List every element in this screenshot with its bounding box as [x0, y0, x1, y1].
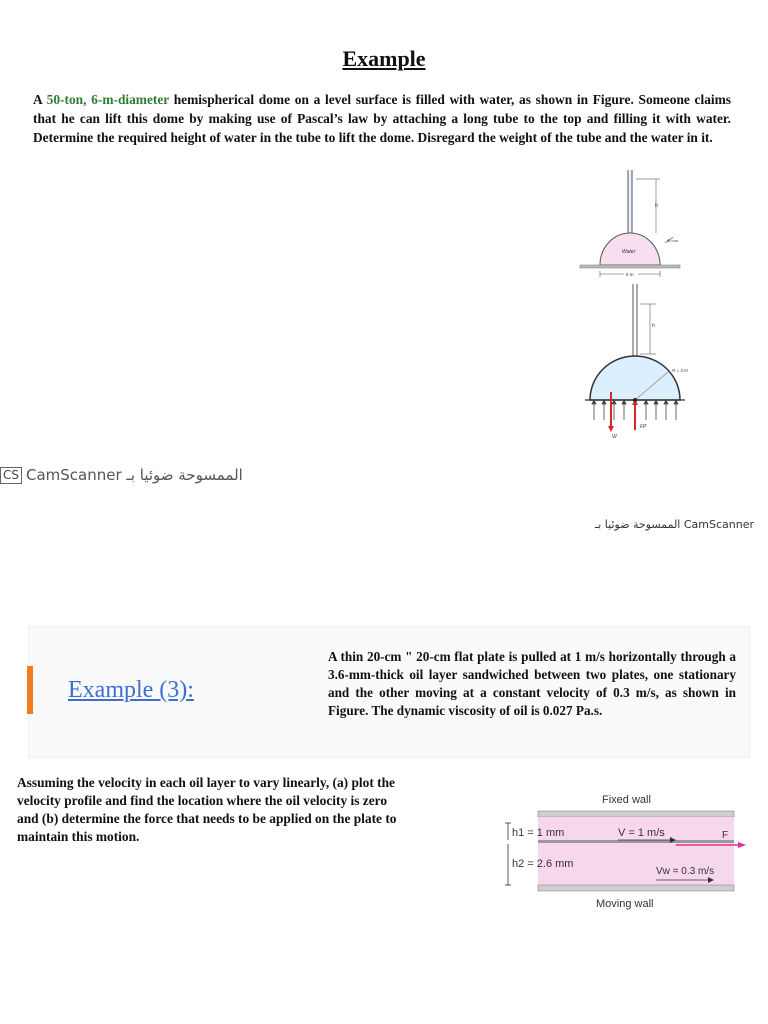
- moving-wall-label: Moving wall: [596, 898, 654, 910]
- w-label: W: [612, 434, 617, 440]
- example3-problem-text: A thin 20-cm " 20-cm flat plate is pulled at 1 m/s horizontally through a 3.6-mm-thick oil layer sandwiched between two plates, one stationary and the other moving at a constant velocity of 0.3 m/s, as shown in Figure. The dynamic viscosity of oil is 0.027 Pa.s.: [328, 649, 736, 718]
- h2-label: h2 = 2.6 mm: [512, 858, 574, 870]
- problem-highlight: 50-ton, 6-m-diameter: [46, 92, 170, 107]
- dome-figure-top: [570, 165, 690, 280]
- problem-text-rest: hemispherical dome on a level surface is filled with water, as shown in Figure. Someone claims that he can lift this dome by making use of Pascal’s law by attaching a long tube to the top and filling it with water. Determine the required height of water in the tube to lift the dome. Disregard the weight of the tube and the water in it.: [33, 92, 731, 145]
- example3-question-text: Assuming the velocity in each oil layer to vary linearly, (a) plot the velocity profile and find the location where the oil velocity is zero and (b) determine the force that needs to be applied on the plate to maintain this motion.: [17, 775, 397, 844]
- plate-velocity-label: V = 1 m/s: [618, 827, 665, 839]
- top-h-label: h: [655, 203, 658, 209]
- example-problem-text: [33, 90, 731, 147]
- oil-layer-figure: [500, 788, 750, 918]
- example-title: Example: [342, 46, 426, 71]
- example3-title: Example (3):: [68, 677, 194, 703]
- radius-label: R = 3 m: [672, 368, 688, 373]
- problem-text-start: A: [33, 92, 47, 107]
- bottom-h-label: h: [652, 323, 655, 329]
- fp-label: FP: [640, 424, 647, 430]
- top-diameter-label: 6 m: [626, 272, 634, 277]
- h1-label: h1 = 1 mm: [512, 827, 565, 839]
- top-water-label: Water: [622, 249, 636, 255]
- camscanner-logo-icon: CS: [0, 467, 22, 484]
- top-mass-label: 50 ton: [667, 238, 679, 243]
- dome-figure-bottom: [580, 282, 700, 442]
- watermark-left-text: CamScanner الممسوحة ضوئيا بـ: [26, 466, 243, 484]
- accent-bar: [27, 666, 33, 714]
- camscanner-watermark-right: الممسوحة ضوئيا بـ CamScanner: [595, 518, 754, 531]
- fixed-wall-label: Fixed wall: [602, 794, 651, 806]
- wall-velocity-label: Vw = 0.3 m/s: [656, 866, 715, 877]
- force-label: F: [722, 830, 729, 841]
- camscanner-watermark-left: [0, 466, 243, 484]
